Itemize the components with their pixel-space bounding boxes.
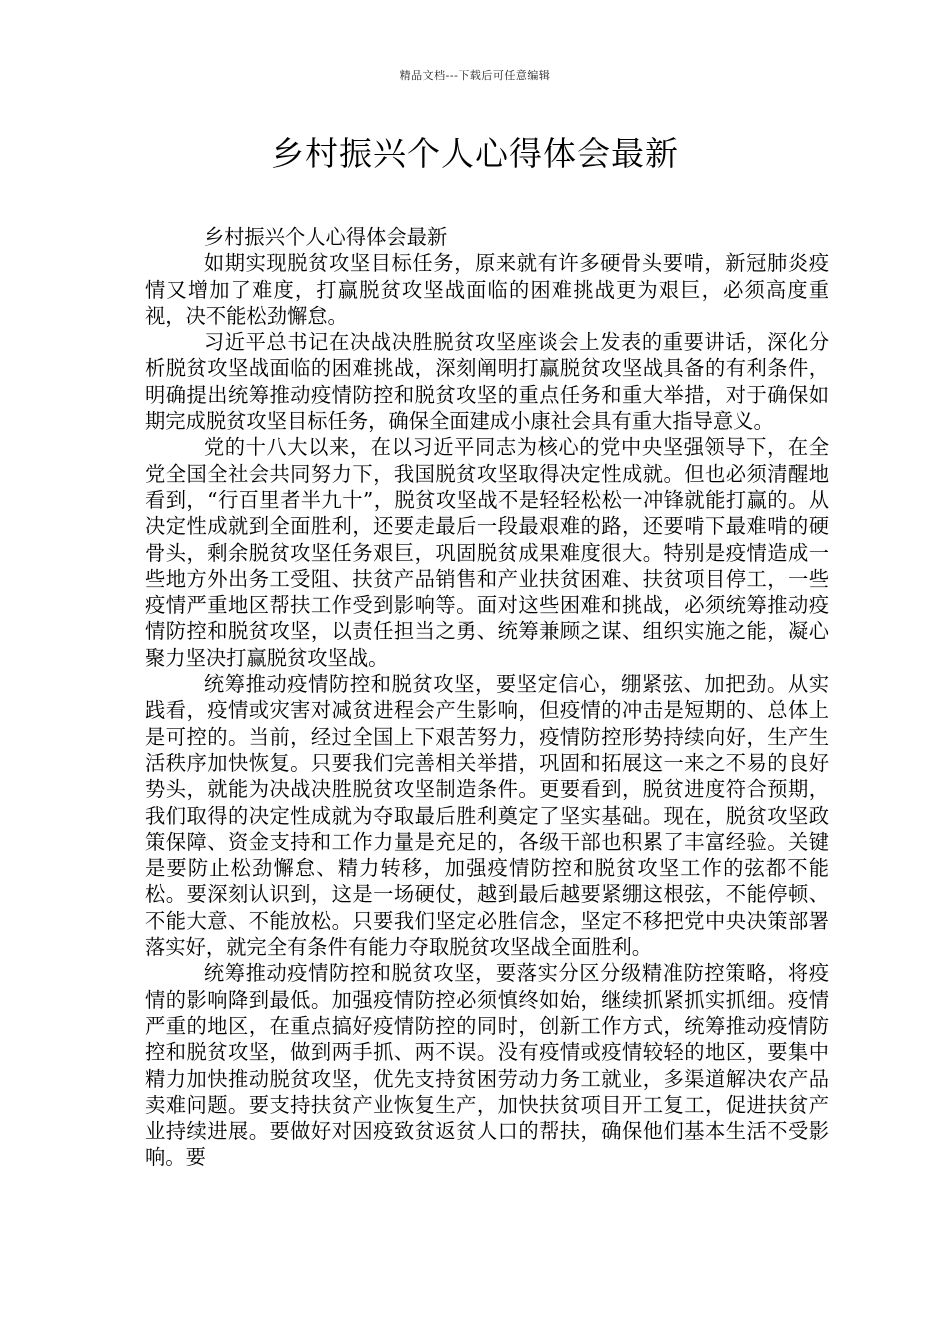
paragraph: 党的十八大以来，在以习近平同志为核心的党中央坚强领导下，在全党全国全社会共同努力下，我国脱贫攻坚取得决定性成就。但也必须清醒地看到，“行百里者半九十”，脱贫攻坚战不是轻轻松松一冲锋就能打赢的。从决定性成就到全面胜利，还要走最后一段最艰难的路，还要啃下最难啃的硬骨头，剩余脱贫攻坚任务艰巨，巩固脱贫成果难度很大。特别是疫情造成一些地方外出务工受阻、扶贫产品销售和产业扶贫困难、扶贫项目停工，一些疫情严重地区帮扶工作受到影响等。面对这些困难和挑战，必须统筹推动疫情防控和脱贫攻坚，以责任担当之勇、统筹兼顾之谋、组织实施之能，凝心聚力坚决打赢脱贫攻坚战。 [145, 435, 829, 670]
paragraph: 统筹推动疫情防控和脱贫攻坚，要落实分区分级精准防控策略，将疫情的影响降到最低。加强疫情防控必须慎终如始，继续抓紧抓实抓细。疫情严重的地区，在重点搞好疫情防控的同时，创新工作方式，统筹推动疫情防控和脱贫攻坚，做到两手抓、两不误。没有疫情或疫情较轻的地区，要集中精力加快推动脱贫攻坚，优先支持贫困劳动力务工就业，多渠道解决农产品卖难问题。要支持扶贫产业恢复生产，加快扶贫项目开工复工，促进扶贫产业持续进展。要做好对因疫致贫返贫人口的帮扶，确保他们基本生活不受影响。要 [145, 961, 829, 1170]
document-body [145, 224, 829, 1171]
paragraph: 如期实现脱贫攻坚目标任务，原来就有许多硬骨头要啃，新冠肺炎疫情又增加了难度，打赢脱贫攻坚战面临的困难挑战更为艰巨，必须高度重视，决不能松劲懈怠。 [145, 251, 829, 328]
document-title: 乡村振兴个人心得体会最新 [271, 134, 679, 173]
paragraph-subtitle: 乡村振兴个人心得体会最新 [203, 225, 448, 249]
header-note: 精品文档---下载后可任意编辑 [399, 69, 551, 82]
paragraph: 统筹推动疫情防控和脱贫攻坚，要坚定信心，绷紧弦、加把劲。从实践看，疫情或灾害对减贫进程会产生影响，但疫情的冲击是短期的、总体上是可控的。当前，经过全国上下艰苦努力，疫情防控形势持续向好，生产生活秩序加快恢复。只要我们完善相关举措，巩固和拓展这一来之不易的良好势头，就能为决战决胜脱贫攻坚制造条件。更要看到，脱贫进度符合预期，我们取得的决定性成就为夺取最后胜利奠定了坚实基础。现在，脱贫攻坚政策保障、资金支持和工作力量是充足的，各级干部也积累了丰富经验。关键是要防止松劲懈怠、精力转移，加强疫情防控和脱贫攻坚工作的弦都不能松。要深刻认识到，这是一场硬仗，越到最后越要紧绷这根弦，不能停顿、不能大意、不能放松。只要我们坚定必胜信念，坚定不移把党中央决策部署落实好，就完全有条件有能力夺取脱贫攻坚战全面胜利。 [145, 672, 829, 960]
paragraph: 习近平总书记在决战决胜脱贫攻坚座谈会上发表的重要讲话，深化分析脱贫攻坚战面临的困难挑战，深刻阐明打赢脱贫攻坚战具备的有利条件，明确提出统筹推动疫情防控和脱贫攻坚的重点任务和重大举措，对于确保如期完成脱贫攻坚目标任务，确保全面建成小康社会具有重大指导意义。 [145, 330, 829, 434]
